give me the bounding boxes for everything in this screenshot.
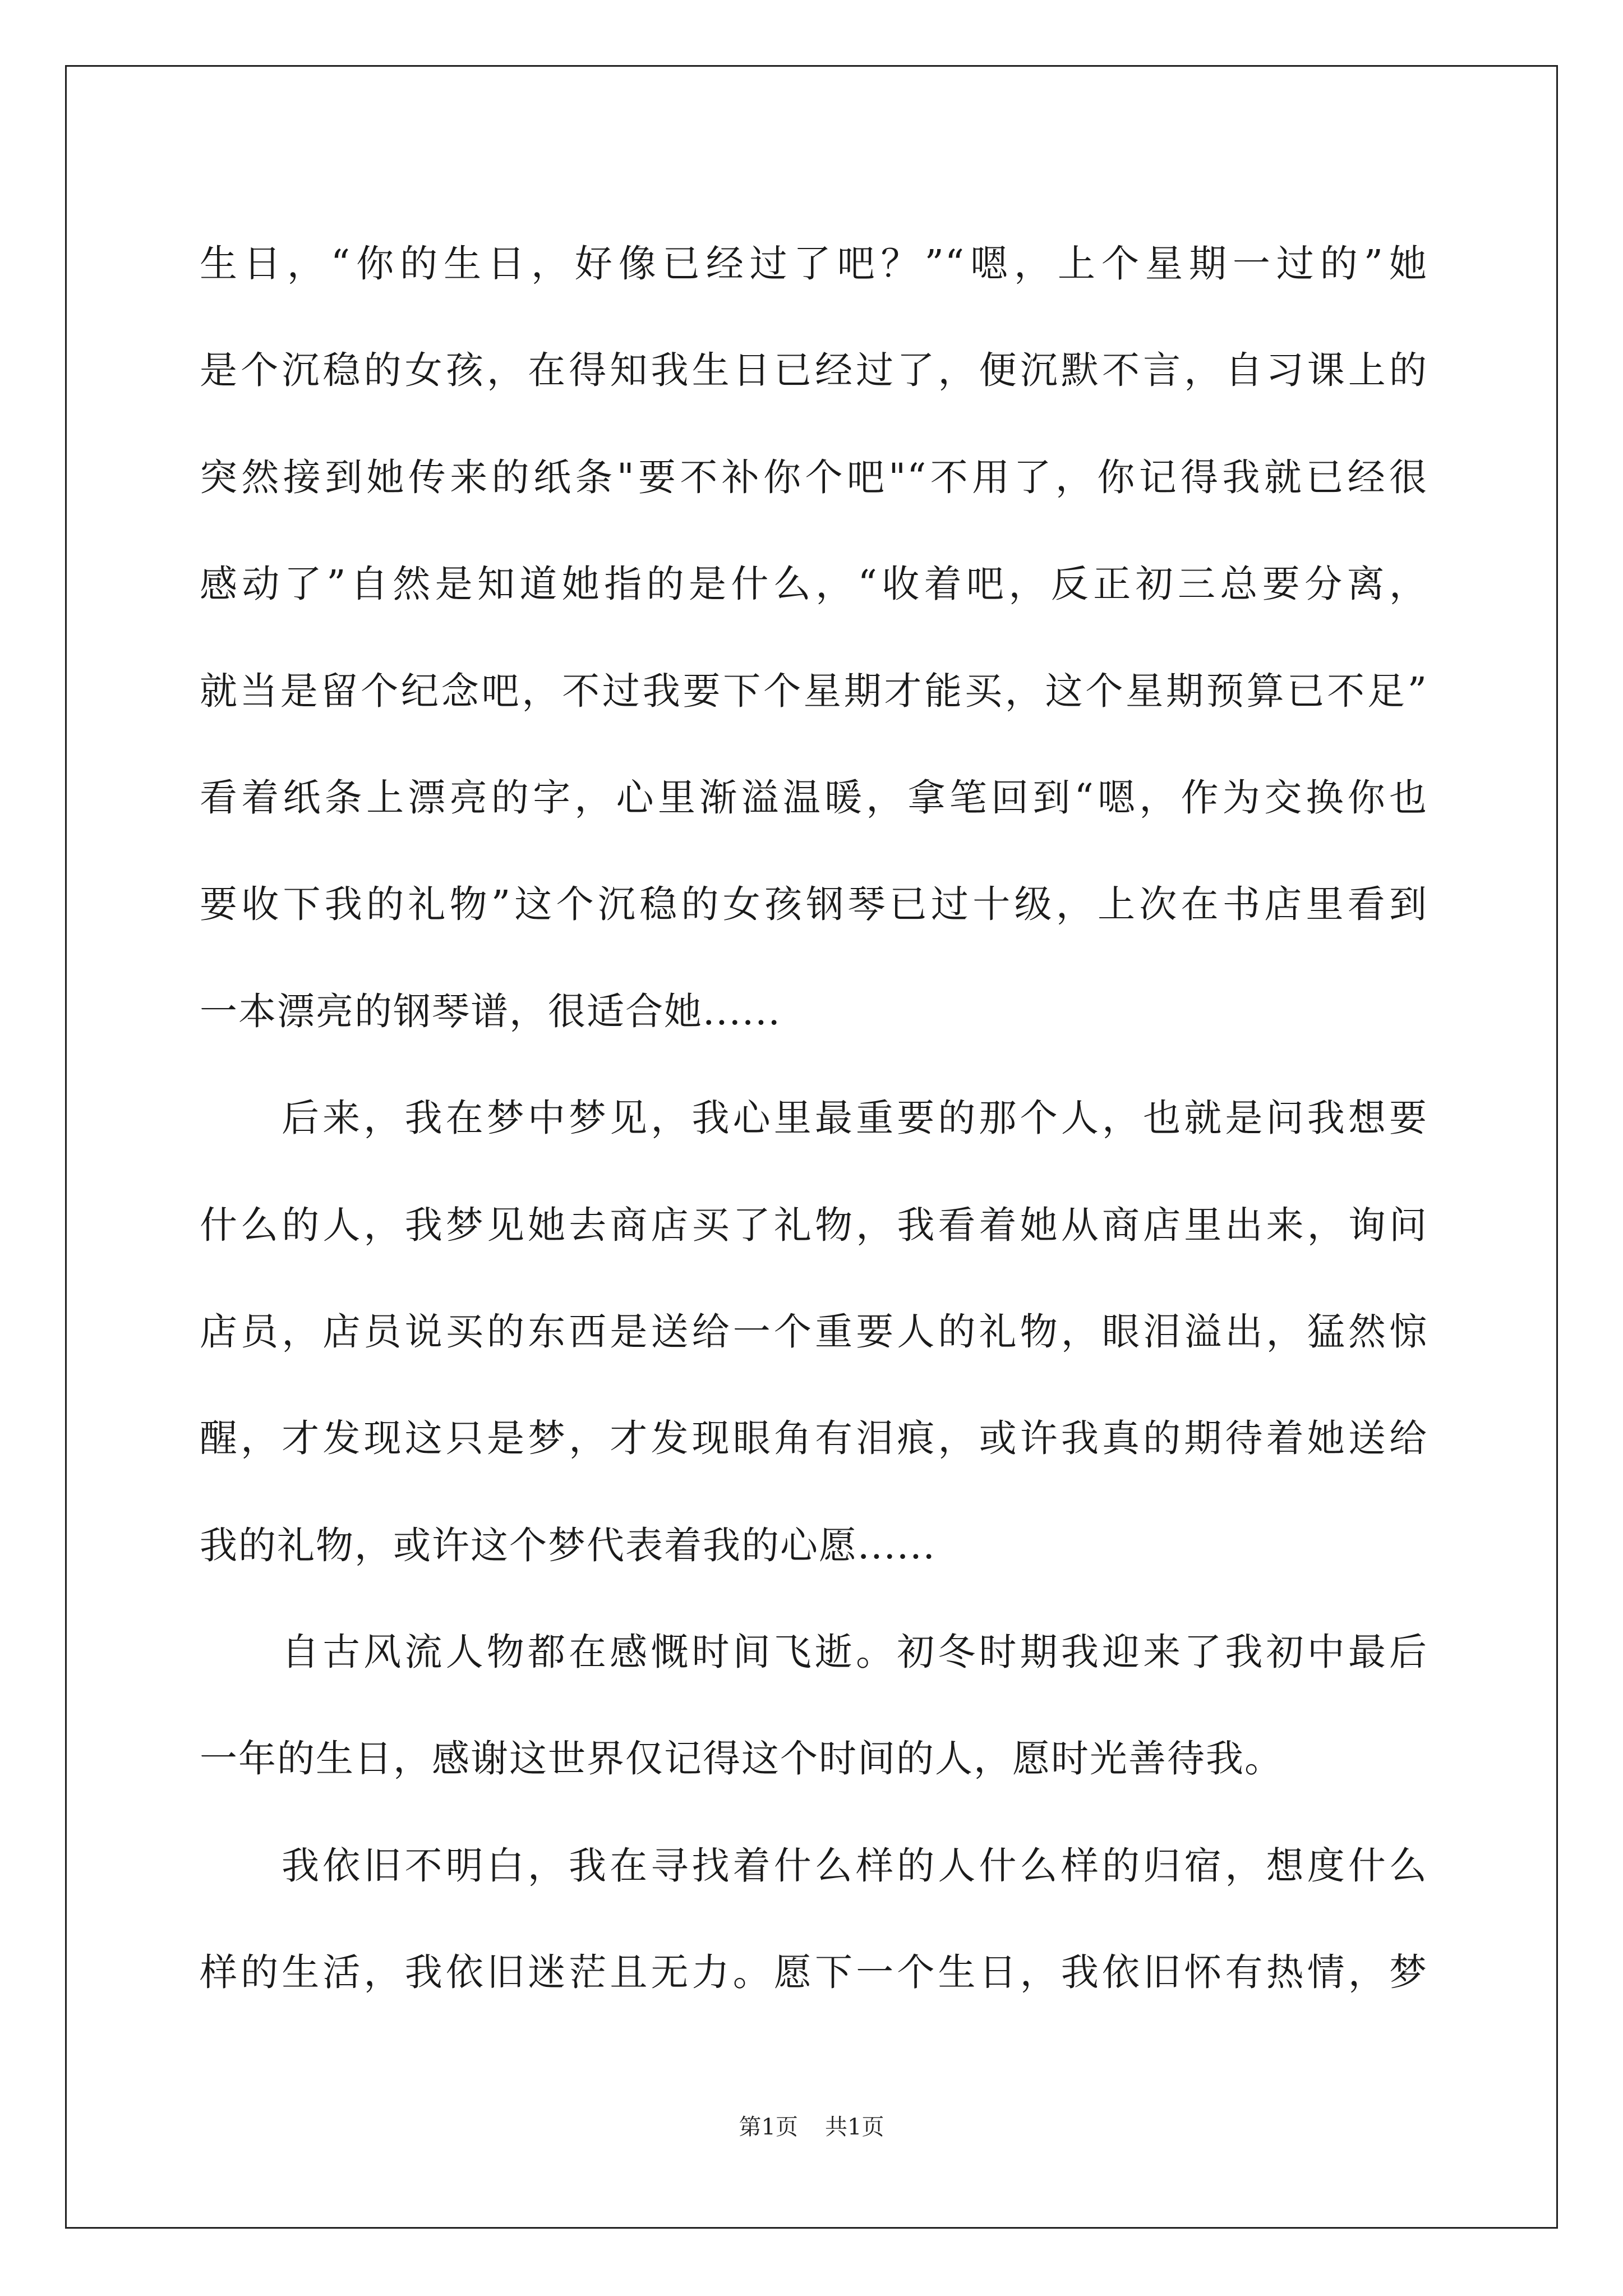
text-line: 就当是留个纪念吧，不过我要下个星期才能买，这个星期预算已不足” [200, 669, 1428, 713]
text-line: 一本漂亮的钢琴谱，很适合她...... [200, 989, 781, 1033]
text-line: 一年的生日，感谢这世界仅记得这个时间的人，愿时光善待我。 [200, 1737, 1283, 1781]
page-number-current: 第1页 [739, 2114, 798, 2140]
document-body [200, 210, 1428, 2026]
text-line: 生日，“你的生日，好像已经过了吧？”“嗯，上个星期一过的”她 [200, 242, 1428, 286]
text-line: 我依旧不明白，我在寻找着什么样的人什么样的归宿，想度什么 [282, 1843, 1428, 1888]
text-line: 样的生活，我依旧迷茫且无力。愿下一个生日，我依旧怀有热情，梦 [200, 1950, 1428, 1995]
text-line: 要收下我的礼物”这个沉稳的女孩钢琴已过十级，上次在书店里看到 [200, 882, 1428, 927]
text-line: 什么的人，我梦见她去商店买了礼物，我看着她从商店里出来，询问 [200, 1203, 1428, 1247]
text-line: 醒，才发现这只是梦，才发现眼角有泪痕，或许我真的期待着她送给 [200, 1416, 1428, 1461]
page-footer [0, 2109, 1623, 2141]
text-line: 我的礼物，或许这个梦代表着我的心愿...... [200, 1523, 936, 1567]
text-line: 感动了”自然是知道她指的是什么，“收着吧，反正初三总要分离， [200, 562, 1428, 606]
text-line: 店员，店员说买的东西是送给一个重要人的礼物，眼泪溢出，猛然惊 [200, 1309, 1428, 1354]
text-line: 自古风流人物都在感慨时间飞逝。初冬时期我迎来了我初中最后 [282, 1630, 1428, 1674]
text-line: 看着纸条上漂亮的字，心里渐溢温暖，拿笔回到“嗯，作为交换你也 [200, 775, 1428, 820]
page-number-total: 共1页 [825, 2114, 884, 2140]
text-line: 突然接到她传来的纸条"要不补你个吧"“不用了，你记得我就已经很 [200, 455, 1428, 499]
text-line: 后来，我在梦中梦见，我心里最重要的那个人，也就是问我想要 [282, 1096, 1428, 1140]
text-line: 是个沉稳的女孩，在得知我生日已经过了，便沉默不言，自习课上的 [200, 348, 1428, 393]
